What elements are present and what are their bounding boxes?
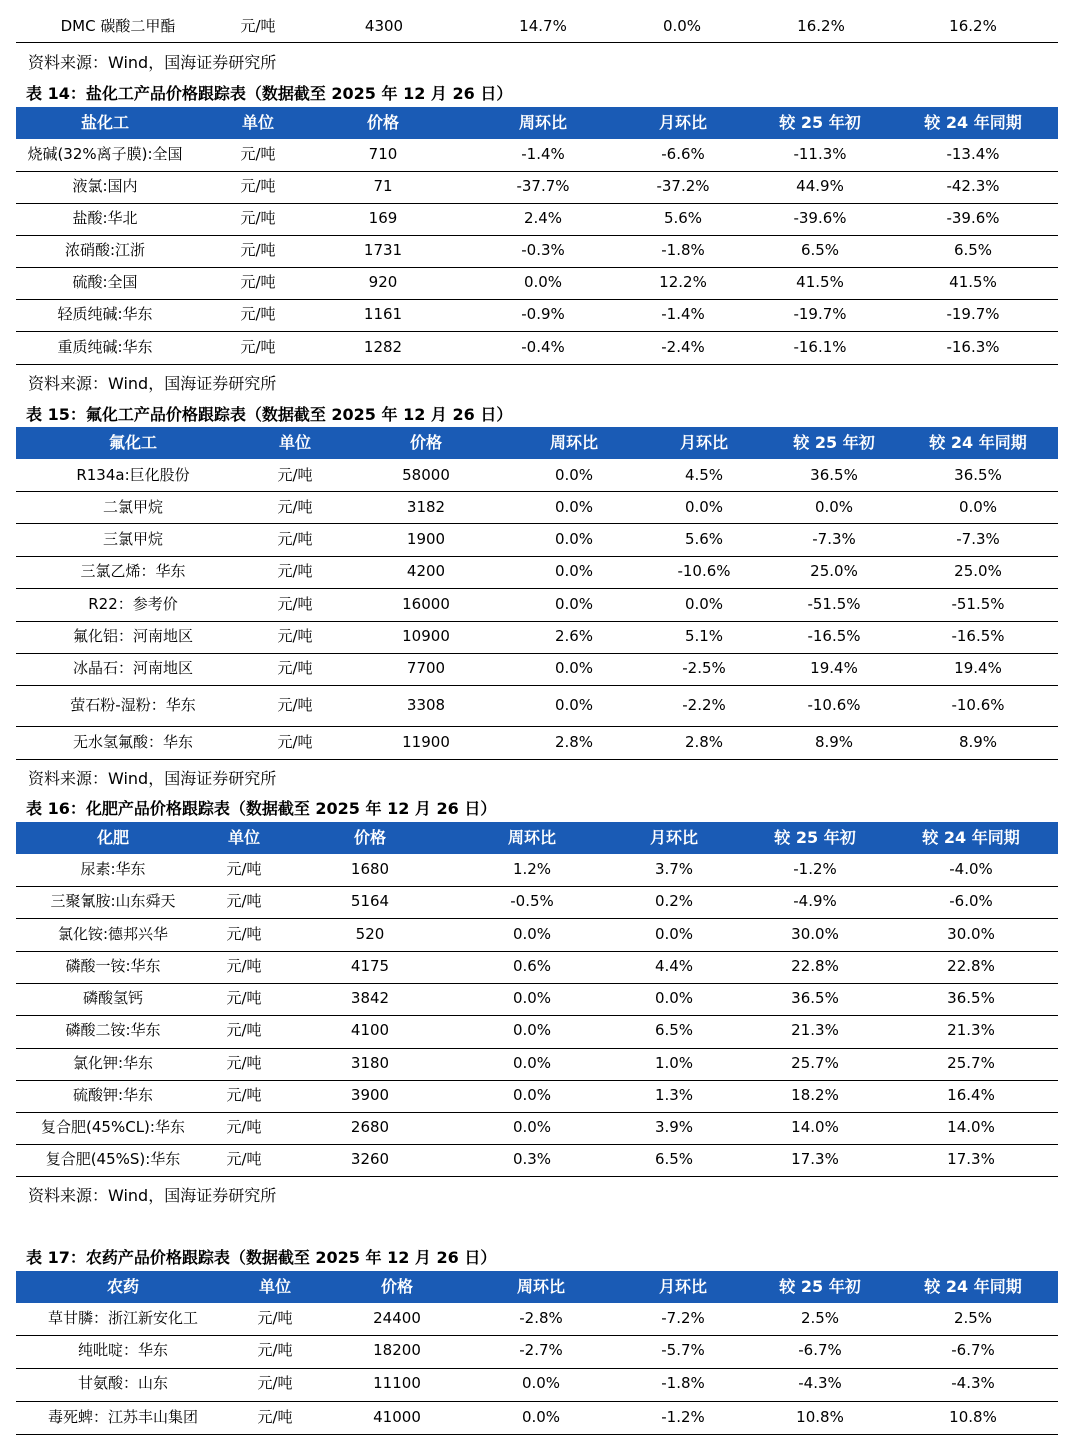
table-cell: 920: [368, 273, 398, 291]
column-header: 较 24 年同期: [924, 1277, 1022, 1296]
table-cell: 0.0%: [814, 498, 854, 516]
table-cell: -2.8%: [519, 1309, 563, 1327]
table-bottom-border: [16, 1176, 1058, 1177]
row-divider: [16, 951, 1058, 952]
table-cell: 1.0%: [654, 1054, 694, 1072]
table-cell: -37.2%: [656, 177, 710, 195]
table-cell: 3260: [350, 1150, 390, 1168]
table-cell: 元/吨: [240, 177, 276, 195]
product-name-cell: 氟化铝：河南地区: [72, 627, 194, 645]
table-cell: 0.0%: [654, 989, 694, 1007]
row-divider: [16, 203, 1058, 204]
table-cell: 6.5%: [953, 241, 993, 259]
table-bottom-border: [16, 364, 1058, 365]
table-cell: -2.2%: [682, 696, 726, 714]
table-cell: 元/吨: [226, 860, 262, 878]
product-name-cell: 草甘膦：浙江新安化工: [47, 1309, 199, 1327]
table-cell: 0.0%: [684, 595, 724, 613]
product-name-cell: R22：参考价: [88, 595, 178, 613]
row-divider: [16, 267, 1058, 268]
table-cell: -1.8%: [661, 1374, 705, 1392]
product-name-cell: 磷酸二铵:华东: [65, 1021, 161, 1039]
column-header: 较 24 年同期: [922, 828, 1020, 847]
table-cell: 5.6%: [663, 209, 703, 227]
column-header: 周环比: [518, 113, 568, 132]
table-cell: 2.5%: [953, 1309, 993, 1327]
table-cell: 4.4%: [654, 957, 694, 975]
table-cell: 元/吨: [277, 498, 313, 516]
table-cell: -4.3%: [798, 1374, 842, 1392]
table-cell: 10900: [402, 627, 450, 645]
row-divider: [16, 886, 1058, 887]
table-cell: 16.2%: [949, 17, 997, 35]
table-cell: 2.5%: [800, 1309, 840, 1327]
table-cell: 1.2%: [512, 860, 552, 878]
table-cell: 41000: [373, 1408, 421, 1426]
table-cell: -4.9%: [793, 892, 837, 910]
column-header: 氟化工: [108, 433, 158, 452]
table-cell: 5.6%: [684, 530, 724, 548]
table-cell: -2.7%: [519, 1341, 563, 1359]
column-header: 单位: [241, 113, 275, 132]
column-header: 价格: [409, 433, 443, 452]
table-cell: -1.2%: [793, 860, 837, 878]
table-cell: 0.0%: [512, 1118, 552, 1136]
product-name-cell: 氯化钾:华东: [72, 1054, 154, 1072]
table-cell: 1900: [406, 530, 446, 548]
column-header: 单位: [258, 1277, 292, 1296]
table-cell: 0.0%: [554, 466, 594, 484]
product-name-cell: 轻质纯碱:华东: [57, 305, 153, 323]
table-cell: -0.4%: [521, 338, 565, 356]
table-cell: 22.8%: [947, 957, 995, 975]
product-name-cell: 甘氨酸：山东: [77, 1374, 169, 1392]
table-cell: -39.6%: [946, 209, 1000, 227]
table-cell: 36.5%: [954, 466, 1002, 484]
table-cell: -4.0%: [949, 860, 993, 878]
table-cell: 5.1%: [684, 627, 724, 645]
table-bottom-border: [16, 759, 1058, 760]
column-header: 较 25 年初: [774, 828, 856, 847]
row-divider: [16, 171, 1058, 172]
product-name-cell: 磷酸一铵:华东: [65, 957, 161, 975]
table-header-row: [16, 427, 1058, 459]
table-cell: 元/吨: [277, 562, 313, 580]
column-header: 盐化工: [80, 113, 130, 132]
table-cell: 710: [368, 145, 398, 163]
table-cell: 3308: [406, 696, 446, 714]
row-divider: [16, 556, 1058, 557]
table-cell: 0.0%: [512, 925, 552, 943]
product-name-cell: 磷酸氢钙: [82, 989, 144, 1007]
table-cell: -13.4%: [946, 145, 1000, 163]
product-name-cell: 复合肥(45%CL):华东: [41, 1118, 185, 1136]
table-cell: 25.7%: [947, 1054, 995, 1072]
table-cell: 16000: [402, 595, 450, 613]
table-cell: 8.9%: [814, 733, 854, 751]
product-name-cell: DMC 碳酸二甲酯: [60, 17, 176, 35]
table-cell: 元/吨: [257, 1408, 293, 1426]
table-cell: 0.0%: [554, 498, 594, 516]
table-cell: 0.0%: [662, 17, 702, 35]
column-header: 化肥: [96, 828, 130, 847]
table-cell: 0.0%: [654, 925, 694, 943]
table-cell: 19.4%: [954, 659, 1002, 677]
table-cell: 元/吨: [226, 1054, 262, 1072]
row-divider: [16, 588, 1058, 589]
column-header: 月环比: [658, 113, 708, 132]
table-cell: -5.7%: [661, 1341, 705, 1359]
table-cell: 3842: [350, 989, 390, 1007]
table-cell: 36.5%: [947, 989, 995, 1007]
table-cell: 36.5%: [791, 989, 839, 1007]
product-name-cell: 二氯甲烷: [102, 498, 164, 516]
table-cell: 元/吨: [257, 1309, 293, 1327]
product-name-cell: 纯吡啶：华东: [77, 1341, 169, 1359]
product-name-cell: 无水氢氟酸：华东: [72, 733, 194, 751]
table-cell: 0.0%: [521, 1374, 561, 1392]
table-cell: -11.3%: [793, 145, 847, 163]
table-cell: 元/吨: [277, 733, 313, 751]
table-cell: -2.5%: [682, 659, 726, 677]
product-name-cell: 浓硝酸:江浙: [64, 241, 146, 259]
row-divider: [16, 491, 1058, 492]
column-header: 较 24 年同期: [924, 113, 1022, 132]
table-cell: 2.8%: [554, 733, 594, 751]
row-divider: [16, 621, 1058, 622]
table-cell: 18200: [373, 1341, 421, 1359]
column-header: 周环比: [516, 1277, 566, 1296]
table-cell: -16.5%: [951, 627, 1005, 645]
table-cell: 0.0%: [554, 530, 594, 548]
table-cell: 元/吨: [240, 17, 276, 35]
table-cell: 5164: [350, 892, 390, 910]
table-cell: -10.6%: [677, 562, 731, 580]
table-cell: 0.0%: [523, 273, 563, 291]
product-name-cell: 冰晶石：河南地区: [72, 659, 194, 677]
table-cell: 0.0%: [684, 498, 724, 516]
table-cell: 25.7%: [791, 1054, 839, 1072]
table-cell: 30.0%: [791, 925, 839, 943]
table-cell: 元/吨: [277, 530, 313, 548]
table-cell: -4.3%: [951, 1374, 995, 1392]
table-cell: -1.2%: [661, 1408, 705, 1426]
product-name-cell: 硫酸钾:华东: [72, 1086, 154, 1104]
table-cell: 30.0%: [947, 925, 995, 943]
table-cell: 10.8%: [949, 1408, 997, 1426]
table-cell: -0.5%: [510, 892, 554, 910]
table-cell: 1731: [363, 241, 403, 259]
product-name-cell: 硫酸:全国: [72, 273, 138, 291]
table-cell: 0.0%: [554, 659, 594, 677]
table-cell: 6.5%: [654, 1021, 694, 1039]
source-note: 资料来源：Wind，国海证券研究所: [28, 769, 277, 788]
table-cell: 元/吨: [240, 241, 276, 259]
table-cell: -16.5%: [807, 627, 861, 645]
column-header: 单位: [278, 433, 312, 452]
row-divider: [16, 523, 1058, 524]
table-cell: 25.0%: [954, 562, 1002, 580]
row-divider: [16, 1144, 1058, 1145]
table-cell: 3180: [350, 1054, 390, 1072]
column-header: 周环比: [507, 828, 557, 847]
table-cell: 36.5%: [810, 466, 858, 484]
column-header: 较 25 年初: [779, 1277, 861, 1296]
table-cell: 71: [373, 177, 393, 195]
table-cell: -0.9%: [521, 305, 565, 323]
table-cell: -51.5%: [807, 595, 861, 613]
table-cell: 21.3%: [947, 1021, 995, 1039]
column-header: 价格: [380, 1277, 414, 1296]
table-cell: 元/吨: [226, 925, 262, 943]
table-cell: 8.9%: [958, 733, 998, 751]
table-cell: 16.2%: [797, 17, 845, 35]
product-name-cell: 液氯:国内: [72, 177, 138, 195]
row-divider: [16, 1368, 1058, 1369]
table-cell: -1.4%: [521, 145, 565, 163]
table-cell: 18.2%: [791, 1086, 839, 1104]
table-cell: 12.2%: [659, 273, 707, 291]
table-cell: 19.4%: [810, 659, 858, 677]
table-cell: 元/吨: [240, 273, 276, 291]
table-cell: 3.7%: [654, 860, 694, 878]
table-cell: 元/吨: [226, 1118, 262, 1136]
table-cell: 41.5%: [796, 273, 844, 291]
column-header: 较 25 年初: [793, 433, 875, 452]
table-cell: 0.0%: [512, 1054, 552, 1072]
table-cell: 元/吨: [277, 696, 313, 714]
table-cell: -16.1%: [793, 338, 847, 356]
table-cell: -10.6%: [951, 696, 1005, 714]
product-name-cell: 萤石粉-湿粉：华东: [70, 696, 196, 714]
table-cell: 2680: [350, 1118, 390, 1136]
table-cell: 10.8%: [796, 1408, 844, 1426]
row-divider: [16, 983, 1058, 984]
table-cell: -1.4%: [661, 305, 705, 323]
product-name-cell: 三氯乙烯：华东: [80, 562, 186, 580]
table-cell: 0.0%: [512, 1086, 552, 1104]
column-header: 价格: [366, 113, 400, 132]
table-cell: 7700: [406, 659, 446, 677]
table-cell: 0.0%: [554, 595, 594, 613]
table-cell: 17.3%: [791, 1150, 839, 1168]
table-cell: 元/吨: [240, 209, 276, 227]
table-cell: -0.3%: [521, 241, 565, 259]
table-cell: 元/吨: [226, 1021, 262, 1039]
product-name-cell: 复合肥(45%S):华东: [45, 1150, 181, 1168]
product-name-cell: 烧碱(32%离子膜):全国: [27, 145, 183, 163]
table-cell: 14.7%: [519, 17, 567, 35]
table-cell: 元/吨: [277, 466, 313, 484]
table-cell: 4200: [406, 562, 446, 580]
row-divider: [16, 726, 1058, 727]
table-cell: 元/吨: [226, 1086, 262, 1104]
table-cell: -7.3%: [812, 530, 856, 548]
product-name-cell: 三聚氰胺:山东舜天: [50, 892, 176, 910]
row-divider: [16, 1015, 1058, 1016]
table-cell: 22.8%: [791, 957, 839, 975]
table-bottom-border: [16, 1434, 1058, 1435]
table-cell: 元/吨: [240, 338, 276, 356]
product-name-cell: 毒死蜱：江苏丰山集团: [47, 1408, 199, 1426]
table-cell: 元/吨: [226, 1150, 262, 1168]
table-cell: 41.5%: [949, 273, 997, 291]
column-header: 较 25 年初: [779, 113, 861, 132]
source-note: 资料来源：Wind，国海证券研究所: [28, 53, 277, 72]
table-cell: -7.3%: [956, 530, 1000, 548]
table-cell: -6.7%: [798, 1341, 842, 1359]
table-cell: -19.7%: [946, 305, 1000, 323]
table-cell: 3182: [406, 498, 446, 516]
table-cell: -2.4%: [661, 338, 705, 356]
column-header: 月环比: [658, 1277, 708, 1296]
column-header: 月环比: [679, 433, 729, 452]
table-cell: -39.6%: [793, 209, 847, 227]
table-cell: 3900: [350, 1086, 390, 1104]
table-cell: 44.9%: [796, 177, 844, 195]
table-cell: 4.5%: [684, 466, 724, 484]
table-cell: 2.6%: [554, 627, 594, 645]
table-cell: 元/吨: [226, 989, 262, 1007]
table-cell: 3.9%: [654, 1118, 694, 1136]
table-cell: 元/吨: [257, 1341, 293, 1359]
product-name-cell: 尿素:华东: [80, 860, 146, 878]
table-title: 表 15：氟化工产品价格跟踪表（数据截至 2025 年 12 月 26 日）: [26, 405, 513, 424]
row-divider: [16, 653, 1058, 654]
table-cell: 0.0%: [512, 1021, 552, 1039]
row-divider: [16, 331, 1058, 332]
table-cell: 4100: [350, 1021, 390, 1039]
table-cell: 1282: [363, 338, 403, 356]
table-cell: 1680: [350, 860, 390, 878]
table-cell: 21.3%: [791, 1021, 839, 1039]
table-cell: 14.0%: [947, 1118, 995, 1136]
row-divider: [16, 685, 1058, 686]
source-note: 资料来源：Wind，国海证券研究所: [28, 1186, 277, 1205]
table-title: 表 17：农药产品价格跟踪表（数据截至 2025 年 12 月 26 日）: [26, 1248, 497, 1267]
table-cell: -10.6%: [807, 696, 861, 714]
product-name-cell: 重质纯碱:华东: [57, 338, 153, 356]
table-cell: 520: [355, 925, 385, 943]
table-cell: 0.6%: [512, 957, 552, 975]
table-bottom-border: [16, 42, 1058, 43]
row-divider: [16, 1335, 1058, 1336]
table-cell: 2.8%: [684, 733, 724, 751]
row-divider: [16, 918, 1058, 919]
table-cell: 14.0%: [791, 1118, 839, 1136]
column-header: 月环比: [649, 828, 699, 847]
table-cell: 元/吨: [277, 659, 313, 677]
table-cell: 元/吨: [240, 305, 276, 323]
source-note: 资料来源：Wind，国海证券研究所: [28, 374, 277, 393]
table-cell: -6.6%: [661, 145, 705, 163]
column-header: 价格: [353, 828, 387, 847]
table-cell: 25.0%: [810, 562, 858, 580]
table-title: 表 16：化肥产品价格跟踪表（数据截至 2025 年 12 月 26 日）: [26, 799, 497, 818]
column-header: 农药: [106, 1277, 140, 1296]
row-divider: [16, 1112, 1058, 1113]
table-cell: -37.7%: [516, 177, 570, 195]
column-header: 较 24 年同期: [929, 433, 1027, 452]
table-cell: 169: [368, 209, 398, 227]
row-divider: [16, 299, 1058, 300]
table-cell: 0.0%: [521, 1408, 561, 1426]
table-cell: 1161: [363, 305, 403, 323]
table-cell: 6.5%: [800, 241, 840, 259]
row-divider: [16, 1080, 1058, 1081]
table-cell: 元/吨: [277, 627, 313, 645]
table-cell: 元/吨: [277, 595, 313, 613]
table-cell: -7.2%: [661, 1309, 705, 1327]
table-cell: 24400: [373, 1309, 421, 1327]
table-cell: 11900: [402, 733, 450, 751]
table-cell: 0.0%: [554, 696, 594, 714]
table-cell: 58000: [402, 466, 450, 484]
table-cell: -1.8%: [661, 241, 705, 259]
table-cell: -51.5%: [951, 595, 1005, 613]
row-divider: [16, 1048, 1058, 1049]
row-divider: [16, 1401, 1058, 1402]
table-cell: 4300: [364, 17, 404, 35]
product-name-cell: 盐酸:华北: [72, 209, 138, 227]
table-cell: -19.7%: [793, 305, 847, 323]
table-cell: 0.0%: [958, 498, 998, 516]
column-header: 单位: [227, 828, 261, 847]
table-cell: -42.3%: [946, 177, 1000, 195]
column-header: 周环比: [549, 433, 599, 452]
table-cell: 元/吨: [257, 1374, 293, 1392]
table-cell: 0.0%: [512, 989, 552, 1007]
table-cell: 元/吨: [226, 957, 262, 975]
table-cell: 1.3%: [654, 1086, 694, 1104]
table-cell: 17.3%: [947, 1150, 995, 1168]
table-cell: 0.0%: [554, 562, 594, 580]
table-cell: 6.5%: [654, 1150, 694, 1168]
table-cell: -6.0%: [949, 892, 993, 910]
table-cell: -6.7%: [951, 1341, 995, 1359]
table-cell: 2.4%: [523, 209, 563, 227]
product-name-cell: 三氯甲烷: [102, 530, 164, 548]
table-cell: 0.3%: [512, 1150, 552, 1168]
table-cell: 0.2%: [654, 892, 694, 910]
row-divider: [16, 235, 1058, 236]
product-name-cell: 氯化铵:德邦兴华: [57, 925, 169, 943]
table-cell: -16.3%: [946, 338, 1000, 356]
table-cell: 元/吨: [226, 892, 262, 910]
table-title: 表 14：盐化工产品价格跟踪表（数据截至 2025 年 12 月 26 日）: [26, 84, 513, 103]
table-cell: 11100: [373, 1374, 421, 1392]
table-cell: 16.4%: [947, 1086, 995, 1104]
table-cell: 元/吨: [240, 145, 276, 163]
table-cell: 4175: [350, 957, 390, 975]
product-name-cell: R134a:巨化股份: [76, 466, 190, 484]
